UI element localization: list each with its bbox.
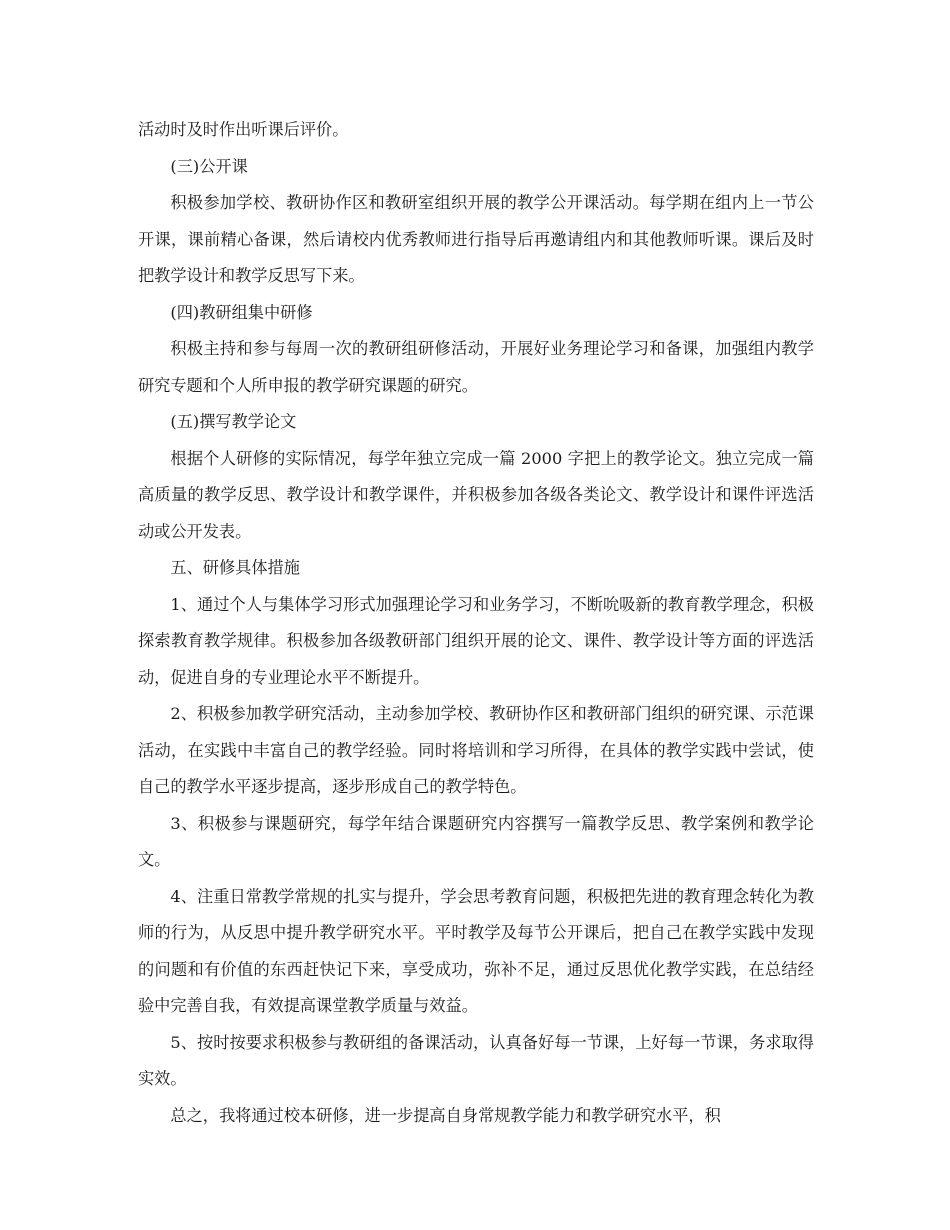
section-heading-open-class: (三)公开课 [170, 156, 248, 176]
paragraph-measure-1: 1、通过个人与集体学习形式加强理论学习和业务学习，不断吮吸新的教育教学理念，积极探索教育教学规律。积极参加各级教研部门组织开展的论文、课件、教学设计等方面的评选活动，促进自身的专业理论水平不断提升。 [138, 594, 814, 687]
document-body [138, 112, 814, 1134]
section-heading-measures: 五、研修具体措施 [170, 558, 300, 577]
paragraph-group-study: 积极主持和参与每周一次的教研组研修活动，开展好业务理论学习和备课，加强组内教学研究专题和个人所申报的教学研究课题的研究。 [138, 339, 814, 395]
section-heading-group-study: (四)教研组集中研修 [170, 302, 313, 322]
paragraph-measure-2: 2、积极参加教学研究活动，主动参加学校、教研协作区和教研部门组织的研究课、示范课活动，在实践中丰富自己的教学经验。同时将培训和学习所得，在具体的教学实践中尝试，使自己的教学水平逐步提高，逐步形成自己的教学特色。 [138, 704, 814, 796]
paragraph-conclusion: 总之，我将通过校本研修，进一步提高自身常规教学能力和教学研究水平，积 [170, 1105, 721, 1125]
paragraph-papers: 根据个人研修的实际情况，每学年独立完成一篇 2000 字把上的教学论文。独立完成一篇高质量的教学反思、教学设计和教学课件，并积极参加各级各类论文、教学设计和课件评选活动或公开发表。 [138, 448, 814, 541]
paragraph-measure-3: 3、积极参与课题研究，每学年结合课题研究内容撰写一篇教学反思、教学案例和教学论文。 [138, 813, 814, 869]
paragraph-open-class: 积极参加学校、教研协作区和教研室组织开展的教学公开课活动。每学期在组内上一节公开课，课前精心备课，然后请校内优秀教师进行指导后再邀请组内和其他教师听课。课后及时把教学设计和教学反思写下来。 [138, 193, 814, 285]
paragraph-measure-4: 4、注重日常教学常规的扎实与提升，学会思考教育问题，积极把先进的教育理念转化为教师的行为，从反思中提升教学研究水平。平时教学及每节公开课后，把自己在教学实践中发现的问题和有价值的东西赶快记下来，享受成功，弥补不足，通过反思优化教学实践，在总结经验中完善自我，有效提高课堂教学质量与效益。 [138, 886, 814, 1015]
paragraph-measure-5: 5、按时按要求积极参与教研组的备课活动，认真备好每一节课，上好每一节课，务求取得实效。 [138, 1032, 814, 1088]
section-heading-papers: (五)撰写教学论文 [170, 412, 297, 431]
paragraph-continuation: 活动时及时作出听课后评价。 [138, 120, 349, 139]
